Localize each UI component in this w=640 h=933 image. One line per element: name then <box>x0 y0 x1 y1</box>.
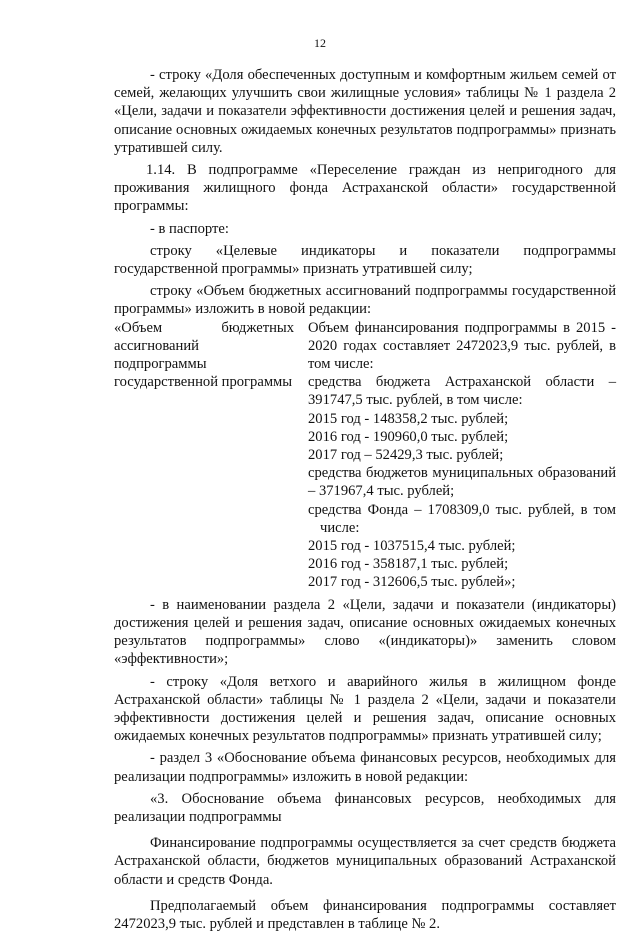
table-value-line: 2017 год – 52429,3 тыс. рублей; <box>308 447 504 464</box>
table-value-line: средства бюджета Астраханской области – 391747,5 тыс. рублей, в том числе: <box>308 374 616 409</box>
paragraph: строку «Объем бюджетных ассигнований подпрограммы государственной программы» изложить в новой редакции: <box>114 283 616 318</box>
paragraph: - в паспорте: <box>150 220 229 237</box>
table-value-line: 2015 год - 1037515,4 тыс. рублей; <box>308 538 516 555</box>
table-value-line: 2016 год - 358187,1 тыс. рублей; <box>308 556 509 573</box>
paragraph: - строку «Доля ветхого и аварийного жилья в жилищном фонде Астраханской области» таблицы № 1 раздела 2 «Цели, задачи и показатели эффективности достижения целей и решения задач, описание основных ожидаемых конечных результатов подпрограммы» признать утратившей силу; <box>114 673 616 745</box>
passport-table-label: «Объем бюджетных ассигнований подпрограммы государственной программы <box>114 319 294 391</box>
table-value-line: 2017 год - 312606,5 тыс. рублей»; <box>308 574 516 591</box>
paragraph: Финансирование подпрограммы осуществляется за счет средств бюджета Астраханской области, бюджетов муниципальных образований Астраханской области и средств Фонда. <box>114 835 616 888</box>
passport-table-values <box>308 319 616 592</box>
section-heading: «3. Обоснование объема финансовых ресурсов, необходимых для реализации подпрограммы <box>114 790 616 825</box>
table-value-line: 2015 год - 148358,2 тыс. рублей; <box>308 410 509 427</box>
paragraph: 1.14. В подпрограмме «Переселение граждан из непригодного для проживания жилищного фонда Астраханской области» государственной программы: <box>114 162 616 215</box>
document-body <box>114 66 616 933</box>
table-value-line: средства Фонда – 1708309,0 тыс. рублей, в том числе: <box>308 501 616 536</box>
passport-table <box>114 319 616 592</box>
table-value-line: Объем финансирования подпрограммы в 2015 - 2020 годах составляет 2472023,9 тыс. рублей, в том числе: <box>308 319 616 373</box>
paragraph: - в наименовании раздела 2 «Цели, задачи и показатели (индикаторы) достижения целей и решения задач, описание основных ожидаемых конечных результатов подпрограммы» слово «(индикаторы)» заменить словом «эффективности»; <box>114 596 616 668</box>
paragraph: Предполагаемый объем финансирования подпрограммы составляет 2472023,9 тыс. рублей и представлен в таблице № 2. <box>114 897 616 932</box>
page-number: 12 <box>314 36 326 50</box>
paragraph: - строку «Доля обеспеченных доступным и комфортным жильем семей от семей, желающих улучшить свои жилищные условия» таблицы № 1 раздела 2 «Цели, задачи и показатели эффективности достижения целей и решения задач, описание основных ожидаемых конечных результатов подпрограммы» признать утратившей силу. <box>114 67 616 156</box>
paragraph: - раздел 3 «Обоснование объема финансовых ресурсов, необходимых для реализации подпрограммы» изложить в новой редакции: <box>114 750 616 785</box>
paragraph: строку «Целевые индикаторы и показатели подпрограммы государственной программы» признать утратившей силу; <box>114 242 616 278</box>
table-value-line: 2016 год - 190960,0 тыс. рублей; <box>308 428 509 445</box>
table-value-line: средства бюджетов муниципальных образований – 371967,4 тыс. рублей; <box>308 465 616 500</box>
